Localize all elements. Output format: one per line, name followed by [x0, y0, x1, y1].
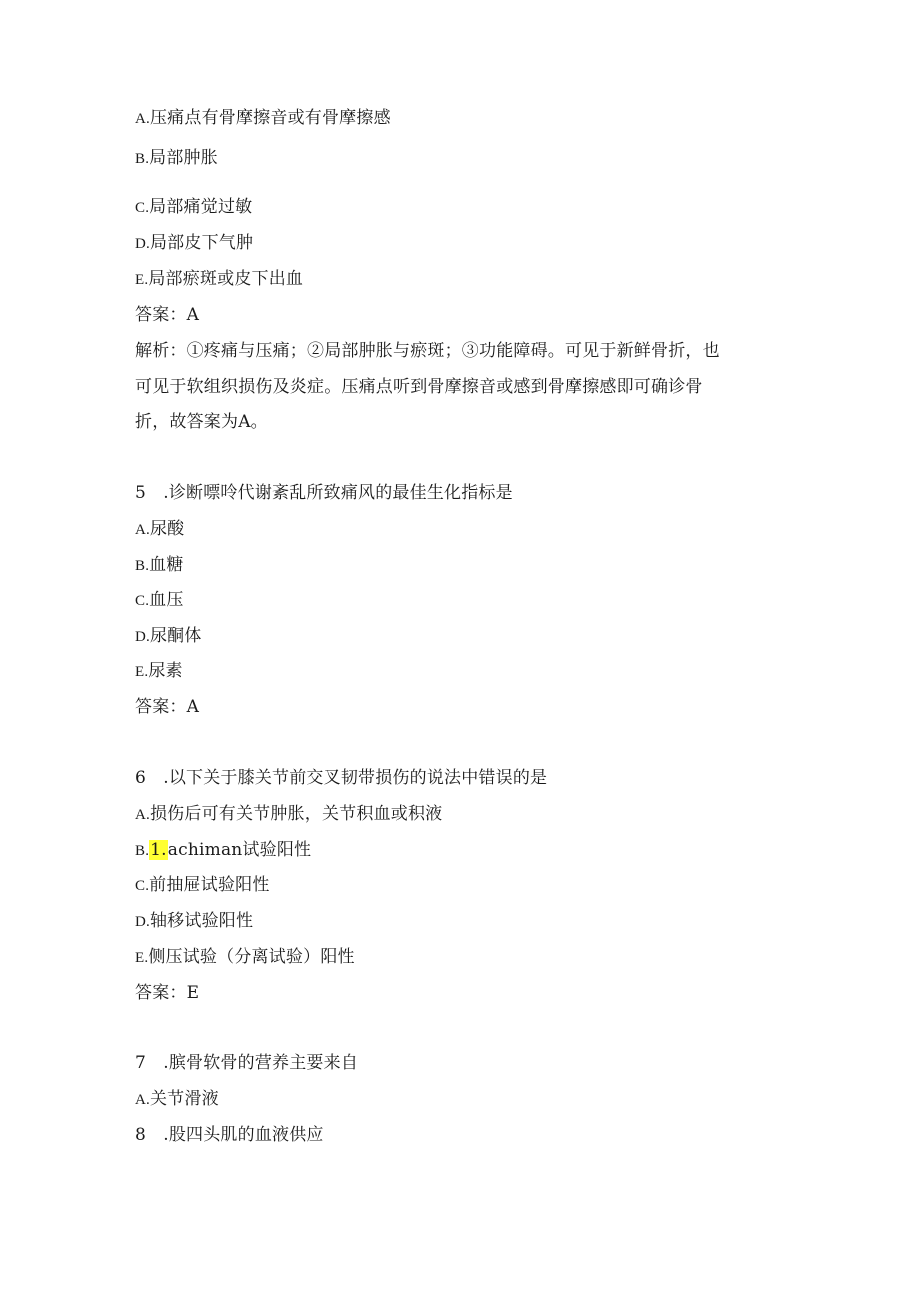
option-d — [135, 626, 202, 647]
option-text: 尿酸 — [149, 519, 185, 539]
option-letter: E. — [135, 950, 149, 966]
option-d — [135, 233, 253, 254]
option-letter: C. — [135, 200, 150, 216]
option-e — [135, 661, 183, 682]
option-letter: A. — [135, 522, 150, 538]
question-5: 5 .诊断嘌呤代谢紊乱所致痛风的最佳生化指标是 — [135, 483, 513, 503]
option-text: 损伤后可有关节肿胀，关节积血或积液 — [149, 804, 443, 824]
option-text: 尿素 — [148, 661, 183, 681]
option-text: 前抽屉试验阳性 — [149, 875, 270, 895]
analysis-line: 折，故答案为A。 — [135, 412, 268, 432]
option-letter: C. — [135, 593, 150, 609]
option-e — [135, 269, 303, 290]
option-a — [135, 108, 391, 129]
option-b — [135, 840, 311, 861]
option-letter: A. — [135, 1092, 150, 1108]
option-a — [135, 519, 184, 540]
option-letter: D. — [135, 914, 150, 930]
option-text: 尿酮体 — [149, 626, 202, 646]
option-text: 侧压试验（分离试验）阳性 — [148, 947, 355, 967]
analysis-line: 可见于软组织损伤及炎症。压痛点听到骨摩擦音或感到骨摩擦感即可确诊骨 — [135, 377, 703, 397]
option-e — [135, 947, 355, 968]
option-text: 关节滑液 — [149, 1089, 219, 1109]
question-6: 6 .以下关于膝关节前交叉韧带损伤的说法中错误的是 — [135, 768, 548, 788]
option-a — [135, 1089, 219, 1110]
option-text: achiman试验阳性 — [167, 840, 312, 860]
option-text: 压痛点有骨摩擦音或有骨摩擦感 — [149, 108, 391, 128]
option-letter: E. — [135, 664, 149, 680]
option-d — [135, 911, 253, 932]
option-c — [135, 875, 270, 896]
option-text: 血糖 — [149, 555, 184, 575]
answer-line: 答案：A — [135, 305, 200, 325]
answer-line: 答案：A — [135, 697, 200, 717]
highlighted-text: 1. — [150, 840, 167, 860]
option-letter: D. — [135, 236, 150, 252]
option-text: 局部瘀斑或皮下出血 — [148, 269, 304, 289]
option-c — [135, 197, 252, 218]
option-b — [135, 555, 184, 576]
option-letter: A. — [135, 807, 150, 823]
option-letter: B. — [135, 151, 150, 167]
question-8: 8 .股四头肌的血液供应 — [135, 1125, 324, 1145]
option-letter: E. — [135, 272, 149, 288]
option-letter: B. — [135, 843, 150, 859]
option-c — [135, 590, 184, 611]
option-letter: C. — [135, 878, 150, 894]
option-text: 局部皮下气肿 — [149, 233, 254, 253]
question-7: 7 .膑骨软骨的营养主要来自 — [135, 1053, 359, 1073]
option-text: 轴移试验阳性 — [149, 911, 254, 931]
option-text: 局部肿胀 — [149, 148, 218, 168]
option-text: 血压 — [149, 590, 184, 610]
answer-line: 答案：E — [135, 983, 200, 1003]
option-text: 局部痛觉过敏 — [149, 197, 253, 217]
option-letter: B. — [135, 558, 150, 574]
option-a — [135, 804, 442, 825]
option-letter: D. — [135, 629, 150, 645]
option-letter: A. — [135, 111, 150, 127]
option-b — [135, 148, 218, 169]
analysis-line: 解析：①疼痛与压痛；②局部肿胀与瘀斑；③功能障碍。可见于新鲜骨折，也 — [135, 341, 720, 361]
